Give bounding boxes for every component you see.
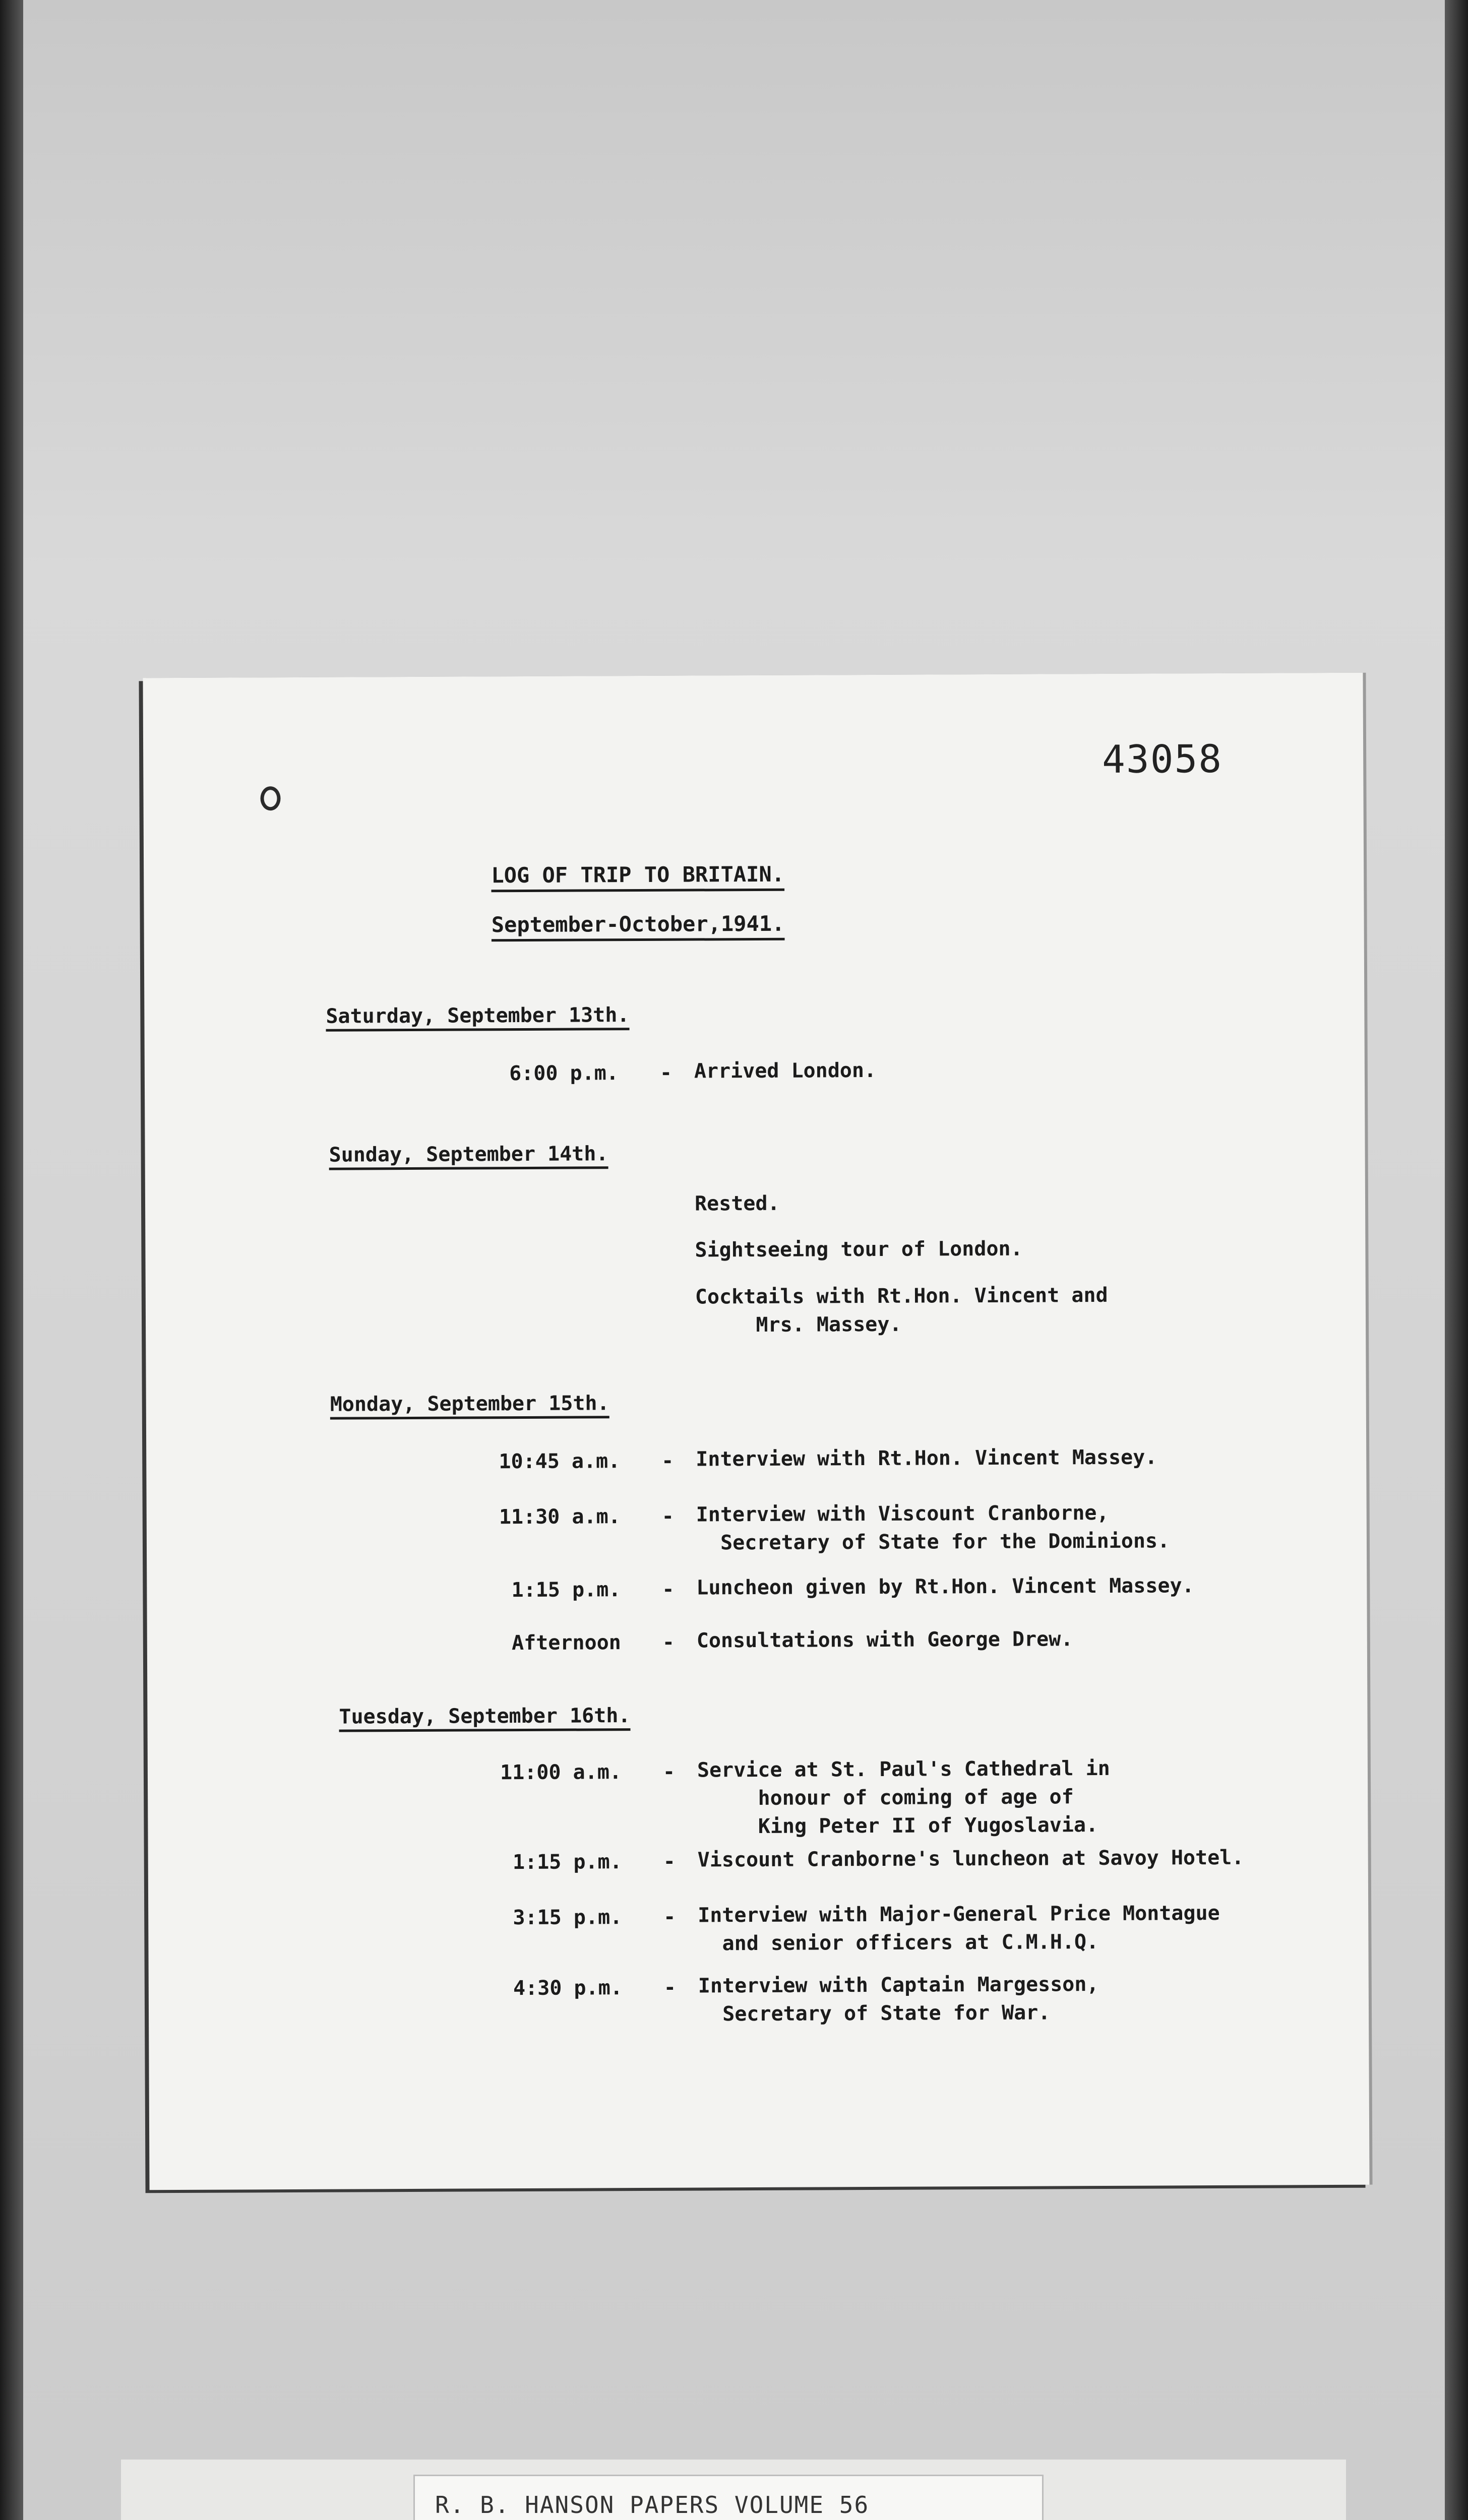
entry-time: 10:45 a.m. <box>499 1450 621 1474</box>
day-heading-sunday: Sunday, September 14th. <box>329 1142 608 1167</box>
punch-hole-icon <box>260 786 280 810</box>
entry-description: Rested. <box>694 1191 780 1216</box>
entry-time: Afternoon <box>511 1631 621 1655</box>
document-title: LOG OF TRIP TO BRITAIN. <box>491 861 785 888</box>
entry-description: Viscount Cranborne's luncheon at Savoy Hotel. <box>697 1846 1244 1872</box>
entry-description: Sightseeing tour of London. <box>695 1237 1023 1262</box>
entry-description: Arrived London. <box>694 1058 877 1083</box>
entry-description: Interview with Rt.Hon. Vincent Massey. <box>696 1445 1157 1471</box>
entry-time: 3:15 p.m. <box>513 1906 623 1930</box>
day-heading-tuesday: Tuesday, September 16th. <box>339 1704 631 1729</box>
entry-description: Interview with Viscount Cranborne, Secretary of State for the Dominions. <box>696 1501 1170 1555</box>
film-edge-left <box>0 0 23 2520</box>
film-edge-right <box>1445 0 1468 2520</box>
entry-time: 11:00 a.m. <box>500 1760 622 1785</box>
typed-log-page <box>143 673 1369 2190</box>
entry-description: Cocktails with Rt.Hon. Vincent and Mrs. Massey. <box>695 1283 1108 1337</box>
entry-time: 4:30 p.m. <box>513 1976 623 2000</box>
entry-dash: - <box>659 1061 672 1085</box>
day-heading-monday: Monday, September 15th. <box>330 1392 609 1416</box>
day-heading-saturday: Saturday, September 13th. <box>326 1003 630 1028</box>
entry-description: Interview with Captain Margesson, Secretary of State for War. <box>698 1973 1099 2026</box>
entry-time: 11:30 a.m. <box>499 1505 621 1529</box>
entry-dash: - <box>661 1449 674 1473</box>
entry-description: Interview with Major-General Price Montague and senior officers at C.M.H.Q. <box>698 1901 1220 1956</box>
folio-number: 43058 <box>1102 736 1223 782</box>
volume-label-text: R. B. HANSON PAPERS VOLUME 56 <box>435 2491 870 2518</box>
document-subtitle: September-October,1941. <box>491 911 785 937</box>
entry-dash: - <box>661 1504 674 1528</box>
entry-description: Service at St. Paul's Cathedral in honour of coming of age of King Peter II of Yugoslavia. <box>697 1756 1110 1839</box>
entry-dash: - <box>662 1760 676 1784</box>
entry-description: Luncheon given by Rt.Hon. Vincent Massey. <box>696 1574 1194 1600</box>
entry-time: 1:15 p.m. <box>512 1850 622 1874</box>
entry-time: 1:15 p.m. <box>511 1578 621 1602</box>
entry-dash: - <box>663 1905 676 1929</box>
entry-dash: - <box>662 1630 675 1654</box>
entry-dash: - <box>663 1850 676 1873</box>
entry-description: Consultations with George Drew. <box>696 1627 1073 1653</box>
entry-dash: - <box>663 1976 677 1999</box>
entry-time: 6:00 p.m. <box>509 1061 619 1086</box>
volume-label <box>413 2475 1044 2520</box>
entry-dash: - <box>662 1578 675 1601</box>
